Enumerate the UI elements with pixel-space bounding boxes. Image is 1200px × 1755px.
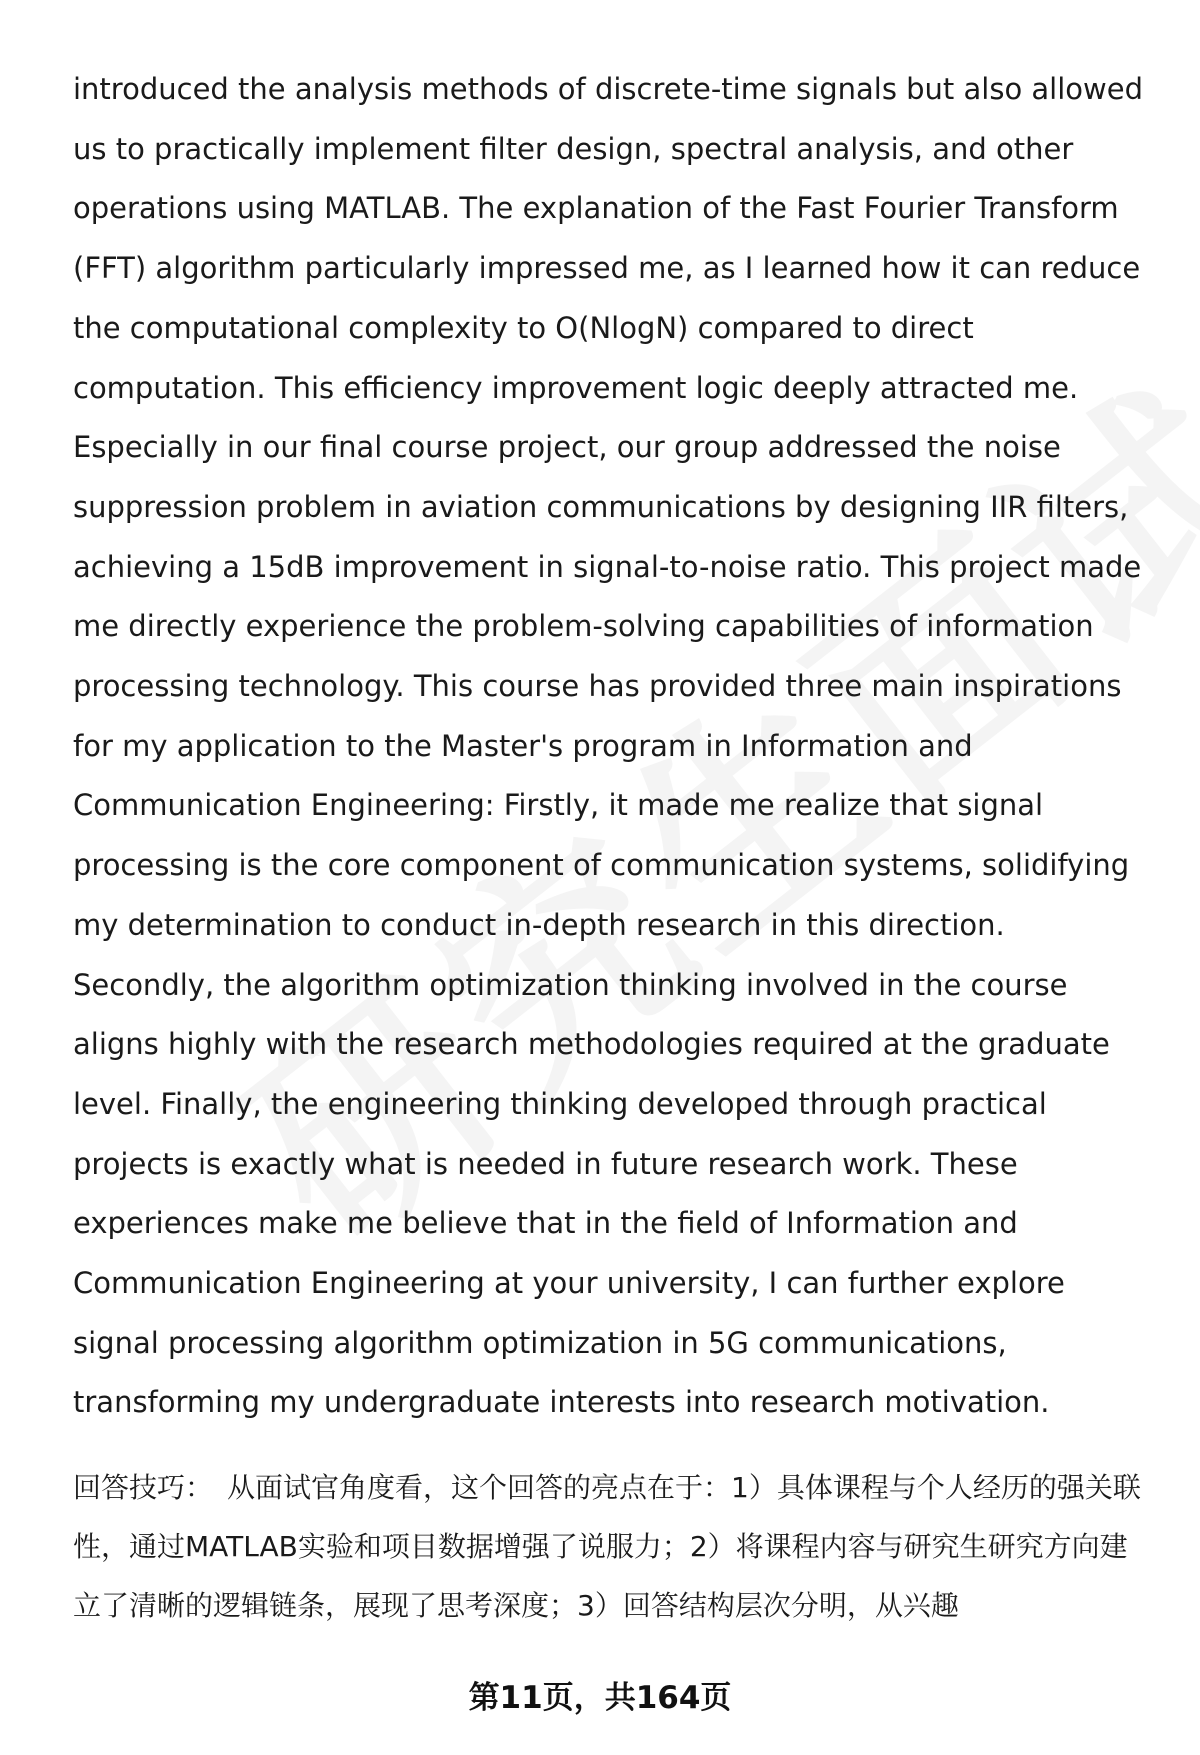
answer-tips-label: 回答技巧： bbox=[73, 1471, 214, 1504]
answer-tips bbox=[73, 1458, 1145, 1635]
page-number: 第11页，共164页 bbox=[468, 1680, 732, 1716]
answer-tips-text: 从面试官角度看，这个回答的亮点在于：1）具体课程与个人经历的强关联性，通过MATLAB实验和项目数据增强了说服力；2）将课程内容与研究生研究方向建立了清晰的逻辑链条，展现了思考深度；3）回答结构层次分明，从兴趣 bbox=[73, 1471, 1141, 1622]
body-paragraph: introduced the analysis methods of discrete-time signals but also allowed us to practically implement filter design, spectral analysis, and other operations using MATLAB. The explanation of the Fast Fourier Transform (FFT) algorithm particularly impressed me, as I learned how it can reduce the computational complexity to O(NlogN) compared to direct computation. This efficiency improvement logic deeply attracted me. Especially in our final course project, our group addressed the noise suppression problem in aviation communications by designing IIR filters, achieving a 15dB improvement in signal-to-noise ratio. This project made me directly experience the problem-solving capabilities of information processing technology. This course has provided three main inspirations for my application to the Master's program in Information and Communication Engineering: Firstly, it made me realize that signal processing is the core component of communication systems, solidifying my determination to conduct in-depth research in this direction. Secondly, the algorithm optimization thinking involved in the course aligns highly with the research methodologies required at the graduate level. Finally, the engineering thinking developed through practical projects is exactly what is needed in future research work. These experiences make me believe that in the field of Information and Communication Engineering at your university, I can further explore signal processing algorithm optimization in 5G communications, transforming my undergraduate interests into research motivation. bbox=[73, 72, 1144, 1420]
